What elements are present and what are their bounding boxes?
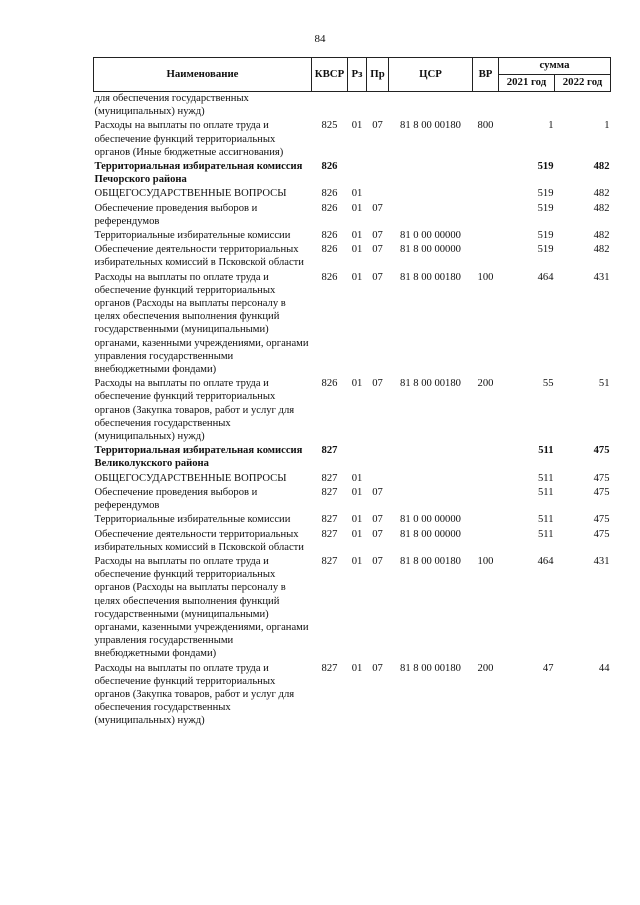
row-kvsr: 826 — [321, 161, 338, 173]
row-amount-2021: 464 — [537, 271, 554, 283]
row-name: Расходы на выплаты по оплате труда и обеспечение функций территориальных органов (Закупка товаров, работ и услуг для обеспечения государственных (муниципальных) нужд) — [94, 662, 295, 727]
row-amount-2021: 519 — [537, 202, 554, 214]
row-name: Расходы на выплаты по оплате труда и обеспечение функций территориальных органов (Иные бюджетные ассигнования) — [94, 120, 284, 158]
row-rz: 01 — [351, 662, 363, 674]
row-kvsr: 826 — [321, 188, 338, 200]
row-amount-2022: 1 — [604, 120, 610, 132]
row-amount-2021 — [499, 92, 555, 120]
row-kvsr: 827 — [321, 445, 338, 457]
row-name: Расходы на выплаты по оплате труда и обеспечение функций территориальных органов (Закупка товаров, работ и услуг для обеспечения государственных (муниципальных) нужд) — [94, 378, 295, 443]
header-rz: Рз — [348, 58, 367, 92]
table-row — [94, 160, 611, 187]
row-csr — [389, 160, 473, 187]
table-row — [94, 202, 611, 229]
row-vr: 800 — [477, 120, 494, 132]
row-amount-2021: 1 — [548, 120, 554, 132]
row-kvsr: 827 — [321, 555, 338, 567]
row-amount-2021: 511 — [538, 486, 554, 498]
row-vr — [473, 92, 499, 120]
row-vr — [473, 528, 499, 555]
row-pr: 07 — [372, 662, 383, 674]
row-csr: 81 8 00 00000 — [400, 244, 461, 256]
table-row — [94, 92, 611, 120]
row-pr — [367, 160, 389, 187]
row-kvsr: 826 — [321, 202, 338, 214]
row-name: Обеспечение проведения выборов и референдумов — [94, 202, 258, 227]
row-rz: 01 — [351, 230, 363, 242]
row-pr: 07 — [372, 230, 383, 242]
row-amount-2022: 44 — [598, 662, 610, 674]
row-kvsr: 825 — [321, 120, 338, 132]
page-number: 84 — [314, 33, 326, 45]
row-vr — [473, 229, 499, 243]
row-amount-2022: 475 — [593, 486, 610, 498]
row-amount-2021: 511 — [538, 528, 554, 540]
row-name: Обеспечение деятельности территориальных избирательных комиссий в Псковской области — [94, 244, 304, 269]
row-rz: 01 — [351, 244, 363, 256]
row-csr: 81 0 00 00000 — [400, 230, 461, 242]
row-rz: 01 — [351, 486, 363, 498]
row-csr: 81 8 00 00180 — [400, 271, 461, 283]
table-body — [94, 92, 611, 729]
row-amount-2022: 482 — [593, 202, 610, 214]
row-vr — [473, 486, 499, 513]
header-sum: сумма — [499, 58, 611, 75]
budget-table — [93, 57, 611, 729]
row-amount-2022: 475 — [593, 528, 610, 540]
table-row — [94, 377, 611, 444]
row-amount-2021: 519 — [537, 161, 554, 173]
table-row — [94, 187, 611, 201]
row-amount-2022: 431 — [593, 271, 610, 283]
header-2021: 2021 год — [499, 75, 555, 92]
row-rz: 01 — [351, 555, 363, 567]
row-kvsr — [312, 92, 348, 120]
row-amount-2021: 511 — [538, 472, 554, 484]
row-rz: 01 — [351, 472, 363, 484]
row-amount-2022: 482 — [593, 230, 610, 242]
row-amount-2021: 511 — [538, 514, 554, 526]
table-row — [94, 486, 611, 513]
row-amount-2022 — [555, 92, 611, 120]
row-pr: 07 — [372, 514, 383, 526]
row-csr: 81 8 00 00180 — [400, 555, 461, 567]
row-rz: 01 — [351, 188, 363, 200]
row-csr — [389, 202, 473, 229]
row-kvsr: 827 — [321, 472, 338, 484]
row-name: Территориальная избирательная комиссия Печорского района — [94, 161, 303, 186]
row-vr — [473, 243, 499, 270]
row-name: ОБЩЕГОСУДАРСТВЕННЫЕ ВОПРОСЫ — [94, 188, 287, 200]
row-kvsr: 826 — [321, 244, 338, 256]
table-row — [94, 528, 611, 555]
row-csr: 81 0 00 00000 — [400, 514, 461, 526]
row-kvsr: 826 — [321, 271, 338, 283]
row-name: Обеспечение деятельности территориальных избирательных комиссий в Псковской области — [94, 528, 304, 553]
header-kvsr: КВСР — [312, 58, 348, 92]
row-name: Расходы на выплаты по оплате труда и обеспечение функций территориальных органов (Расходы на выплаты персоналу в целях обеспечения выполнения функций государственными (муниципальными) органами, казенными учреждениями, органами управления государственными внебюджетными фондами) — [94, 271, 309, 376]
row-csr — [389, 444, 473, 471]
row-rz — [348, 160, 367, 187]
row-pr: 07 — [372, 202, 383, 214]
row-pr: 07 — [372, 120, 383, 132]
row-amount-2021: 519 — [537, 230, 554, 242]
row-kvsr: 827 — [321, 528, 338, 540]
row-kvsr: 827 — [321, 486, 338, 498]
table-row — [94, 472, 611, 486]
row-csr: 81 8 00 00180 — [400, 662, 461, 674]
table-row — [94, 555, 611, 662]
row-rz — [348, 92, 367, 120]
row-vr — [473, 187, 499, 201]
row-vr: 200 — [477, 378, 494, 390]
row-name: Территориальные избирательные комиссии — [94, 230, 291, 242]
row-rz: 01 — [351, 120, 363, 132]
row-csr — [389, 92, 473, 120]
table-row — [94, 229, 611, 243]
header-csr: ЦСР — [389, 58, 473, 92]
row-rz: 01 — [351, 271, 363, 283]
row-amount-2021: 511 — [538, 445, 554, 457]
row-pr: 07 — [372, 271, 383, 283]
row-vr — [473, 160, 499, 187]
row-name: для обеспечения государственных (муниципальных) нужд) — [94, 93, 249, 118]
row-pr — [367, 444, 389, 471]
row-amount-2021: 47 — [542, 662, 554, 674]
table-row — [94, 119, 611, 160]
row-vr — [473, 513, 499, 527]
row-kvsr: 826 — [321, 230, 338, 242]
row-vr — [473, 444, 499, 471]
row-csr: 81 8 00 00000 — [400, 528, 461, 540]
row-amount-2022: 475 — [593, 472, 610, 484]
table-row — [94, 271, 611, 378]
row-pr: 07 — [372, 378, 383, 390]
row-amount-2022: 475 — [593, 445, 610, 457]
row-amount-2022: 482 — [593, 188, 610, 200]
table-row — [94, 243, 611, 270]
row-csr — [389, 187, 473, 201]
header-vr: ВР — [473, 58, 499, 92]
row-vr — [473, 472, 499, 486]
row-csr — [389, 472, 473, 486]
row-amount-2021: 464 — [537, 555, 554, 567]
row-csr: 81 8 00 00180 — [400, 120, 461, 132]
row-pr: 07 — [372, 528, 383, 540]
row-pr: 07 — [372, 555, 383, 567]
row-vr — [473, 202, 499, 229]
header-name: Наименование — [94, 58, 312, 92]
row-amount-2021: 519 — [537, 188, 554, 200]
row-csr — [389, 486, 473, 513]
row-rz: 01 — [351, 528, 363, 540]
row-amount-2022: 482 — [593, 244, 610, 256]
row-pr: 07 — [372, 486, 383, 498]
row-vr: 200 — [477, 662, 494, 674]
row-name: Территориальные избирательные комиссии — [94, 514, 291, 526]
row-name: Обеспечение проведения выборов и референдумов — [94, 486, 258, 512]
table-row — [94, 662, 611, 729]
row-amount-2022: 431 — [593, 555, 610, 567]
row-rz: 01 — [351, 202, 363, 214]
row-pr — [367, 92, 389, 120]
row-vr: 100 — [477, 271, 494, 283]
row-amount-2021: 55 — [542, 378, 554, 390]
table-row — [94, 513, 611, 527]
header-2022: 2022 год — [555, 75, 611, 92]
row-name: Расходы на выплаты по оплате труда и обеспечение функций территориальных органов (Расходы на выплаты персоналу в целях обеспечения выполнения функций государственными (муниципальными) органами, казенными учреждениями, органами управления государственными внебюджетными фондами) — [94, 555, 309, 660]
row-rz: 01 — [351, 514, 363, 526]
row-csr: 81 8 00 00180 — [400, 378, 461, 390]
row-kvsr: 826 — [321, 378, 338, 390]
row-amount-2022: 482 — [593, 161, 610, 173]
row-name: Территориальная избирательная комиссия Великолукского района — [94, 445, 303, 470]
row-name: ОБЩЕГОСУДАРСТВЕННЫЕ ВОПРОСЫ — [94, 472, 287, 484]
header-pr: Пр — [367, 58, 389, 92]
row-pr — [367, 187, 389, 201]
row-rz: 01 — [351, 378, 363, 390]
row-kvsr: 827 — [321, 514, 338, 526]
table-row — [94, 444, 611, 471]
row-pr — [367, 472, 389, 486]
row-amount-2022: 475 — [593, 514, 610, 526]
row-vr: 100 — [477, 555, 494, 567]
row-amount-2021: 519 — [537, 244, 554, 256]
row-rz — [348, 444, 367, 471]
row-kvsr: 827 — [321, 662, 338, 674]
row-amount-2022: 51 — [598, 378, 610, 390]
row-pr: 07 — [372, 244, 383, 256]
